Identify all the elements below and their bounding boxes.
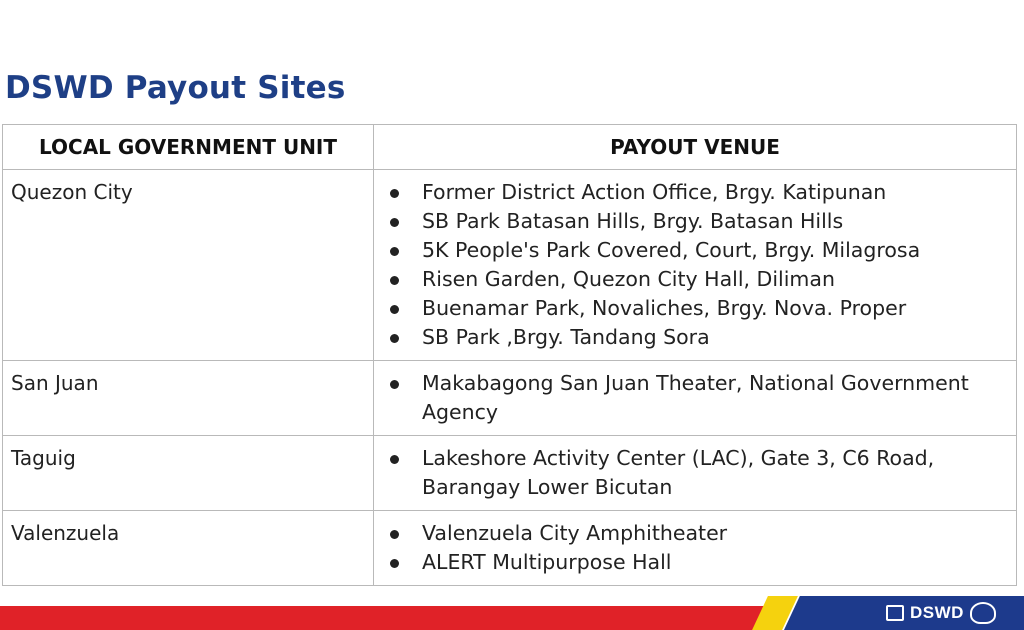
table-row <box>3 511 1017 586</box>
bullet-icon <box>390 305 399 314</box>
venue-list <box>388 178 1010 352</box>
list-item <box>388 519 1010 548</box>
dswd-emblem-icon <box>886 605 904 621</box>
lgu-cell: San Juan <box>3 361 374 436</box>
header-payout-venue: PAYOUT VENUE <box>374 125 1017 170</box>
bullet-icon <box>390 247 399 256</box>
list-item <box>388 178 1010 207</box>
table-header-row <box>3 125 1017 170</box>
list-item <box>388 265 1010 294</box>
venue-text: Valenzuela City Amphitheater <box>422 521 728 545</box>
list-item <box>388 294 1010 323</box>
list-item <box>388 548 1010 577</box>
bullet-icon <box>390 218 399 227</box>
venue-text: Makabagong San Juan Theater, National Government Agency <box>422 371 969 424</box>
table-row <box>3 361 1017 436</box>
payout-sites-table <box>2 124 1017 586</box>
venue-text: Buenamar Park, Novaliches, Brgy. Nova. Proper <box>422 296 907 320</box>
venue-cell <box>374 511 1017 586</box>
bagong-pilipinas-seal-icon <box>970 602 996 624</box>
venue-text: SB Park ,Brgy. Tandang Sora <box>422 325 710 349</box>
table-row <box>3 170 1017 361</box>
venue-text: SB Park Batasan Hills, Brgy. Batasan Hills <box>422 209 844 233</box>
venue-text: Lakeshore Activity Center (LAC), Gate 3, C6 Road, Barangay Lower Bicutan <box>422 446 935 499</box>
venue-list <box>388 369 1010 427</box>
list-item <box>388 444 1010 502</box>
venue-text: Risen Garden, Quezon City Hall, Diliman <box>422 267 835 291</box>
list-item <box>388 323 1010 352</box>
venue-text: 5K People's Park Covered, Court, Brgy. Milagrosa <box>422 238 921 262</box>
bullet-icon <box>390 455 399 464</box>
list-item <box>388 236 1010 265</box>
lgu-cell: Quezon City <box>3 170 374 361</box>
lgu-cell: Valenzuela <box>3 511 374 586</box>
venue-text: ALERT Multipurpose Hall <box>422 550 672 574</box>
bullet-icon <box>390 189 399 198</box>
bullet-icon <box>390 380 399 389</box>
lgu-cell: Taguig <box>3 436 374 511</box>
venue-cell <box>374 170 1017 361</box>
venue-text: Former District Action Office, Brgy. Katipunan <box>422 180 887 204</box>
list-item <box>388 369 1010 427</box>
bullet-icon <box>390 530 399 539</box>
venue-cell <box>374 361 1017 436</box>
header-lgu: LOCAL GOVERNMENT UNIT <box>3 125 374 170</box>
bullet-icon <box>390 559 399 568</box>
logo-text: DSWD <box>910 603 964 622</box>
bullet-icon <box>390 276 399 285</box>
bullet-icon <box>390 334 399 343</box>
dswd-logo <box>886 600 996 626</box>
venue-cell <box>374 436 1017 511</box>
venue-list <box>388 519 1010 577</box>
table-row <box>3 436 1017 511</box>
list-item <box>388 207 1010 236</box>
page-title: DSWD Payout Sites <box>5 70 346 106</box>
footer-red-band <box>0 606 780 630</box>
venue-list <box>388 444 1010 502</box>
